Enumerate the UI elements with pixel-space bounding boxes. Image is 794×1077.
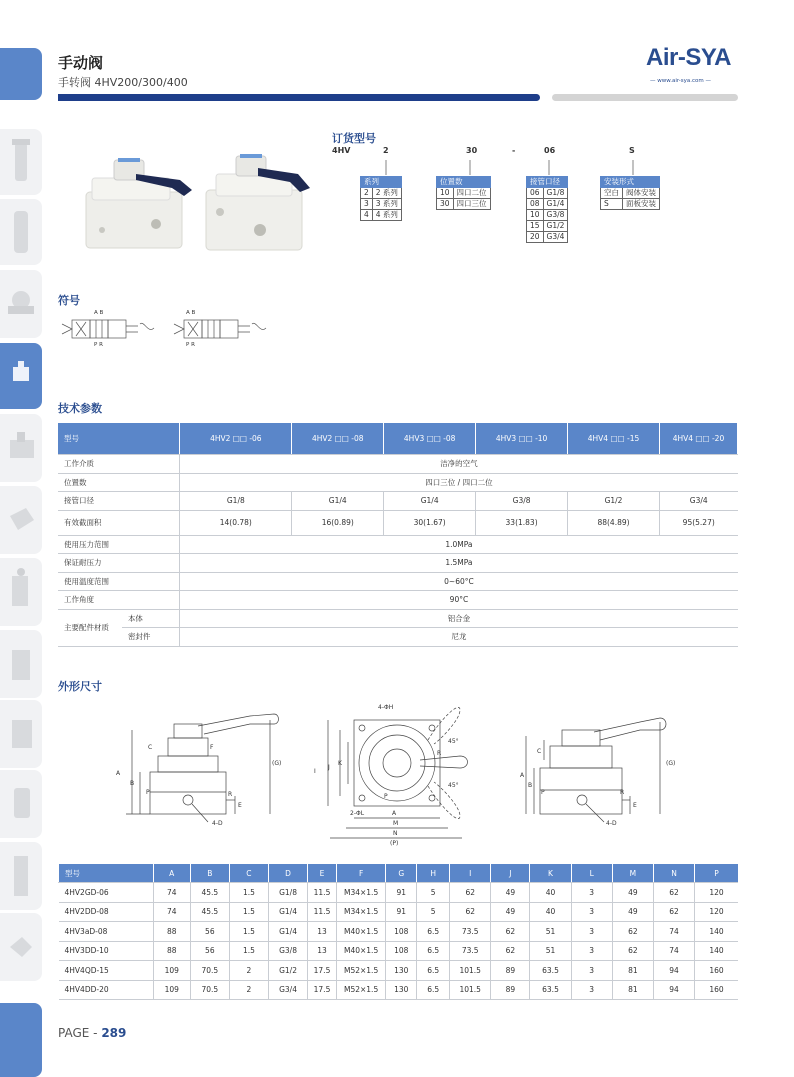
table-cell: 4HV4QD-15 bbox=[59, 961, 154, 981]
tech-value: G3/4 bbox=[659, 492, 737, 511]
table-cell: 88 bbox=[153, 922, 190, 942]
order-series: 2 bbox=[383, 146, 389, 155]
table-cell: 62 bbox=[653, 883, 694, 903]
cell: 30 bbox=[437, 199, 454, 210]
cell: 15 bbox=[527, 221, 544, 232]
cell: 4 系列 bbox=[372, 210, 401, 221]
table-cell: 3 bbox=[571, 883, 612, 903]
table-cell: 40 bbox=[530, 902, 571, 922]
dim-label-f: F bbox=[210, 744, 214, 751]
tech-value: G1/4 bbox=[384, 492, 476, 511]
sidebar-tab-manual-valve[interactable] bbox=[0, 343, 42, 409]
page-subtitle: 手转阀 4HV200/300/400 bbox=[58, 76, 188, 89]
sidebar-tab-bottom[interactable] bbox=[0, 1003, 42, 1077]
table-row bbox=[59, 902, 739, 922]
table-cell: 45.5 bbox=[190, 883, 229, 903]
table-cell: 63.5 bbox=[530, 961, 571, 981]
tech-value: 0~60°C bbox=[180, 572, 738, 591]
port-table-header: 接管口径 bbox=[527, 177, 568, 188]
dim-label-l: 2-ΦL bbox=[350, 810, 365, 817]
tech-header: 4HV2 □□ -08 bbox=[292, 423, 384, 455]
table-cell: 108 bbox=[386, 941, 417, 961]
position-table bbox=[436, 176, 491, 210]
brand-logo: Air-SYA bbox=[646, 44, 731, 71]
dim-label-d: 4-D bbox=[212, 820, 223, 827]
table-cell: M40×1.5 bbox=[336, 922, 385, 942]
table-cell: 94 bbox=[653, 961, 694, 981]
table-cell: G1/2 bbox=[268, 961, 307, 981]
dim-top-port-p: P bbox=[384, 793, 388, 800]
table-cell: 51 bbox=[530, 941, 571, 961]
cell: 阀体安装 bbox=[623, 188, 660, 199]
table-cell: 62 bbox=[450, 902, 491, 922]
sidebar-tab-cylinder[interactable] bbox=[0, 414, 42, 482]
cell: S bbox=[601, 199, 623, 210]
dim-label-c: C bbox=[148, 744, 153, 751]
dim-label-m: M bbox=[393, 820, 399, 827]
tech-header: 4HV4 □□ -20 bbox=[659, 423, 737, 455]
dim-top-port-r: R bbox=[437, 750, 442, 757]
table-cell: 74 bbox=[653, 941, 694, 961]
table-cell: 6.5 bbox=[417, 941, 450, 961]
table-cell: 63.5 bbox=[530, 980, 571, 1000]
order-connectors bbox=[330, 158, 650, 176]
table-cell: 101.5 bbox=[450, 980, 491, 1000]
table-cell: 108 bbox=[386, 922, 417, 942]
table-cell: 89 bbox=[491, 961, 530, 981]
dim-label-n: N bbox=[393, 830, 398, 837]
table-cell: 51 bbox=[530, 922, 571, 942]
table-cell: 2 bbox=[229, 961, 268, 981]
table-cell: 49 bbox=[612, 902, 653, 922]
table-cell: 49 bbox=[491, 902, 530, 922]
cell: 08 bbox=[527, 199, 544, 210]
cell: G1/4 bbox=[543, 199, 568, 210]
table-cell: 62 bbox=[612, 922, 653, 942]
table-cell: 3 bbox=[571, 922, 612, 942]
dim-side-port-r: R bbox=[620, 789, 625, 796]
table-cell: 62 bbox=[653, 902, 694, 922]
table-cell: 62 bbox=[612, 941, 653, 961]
mount-table-header: 安装形式 bbox=[601, 177, 660, 188]
symbol-label-pr-2: P R bbox=[186, 342, 195, 348]
tech-value: 尼龙 bbox=[180, 628, 738, 647]
table-cell: G1/4 bbox=[268, 902, 307, 922]
tech-label: 保证耐压力 bbox=[58, 554, 180, 573]
valve-symbol-diagram bbox=[58, 308, 268, 354]
table-cell: 40 bbox=[530, 883, 571, 903]
table-cell: 56 bbox=[190, 922, 229, 942]
table-cell: G1/4 bbox=[268, 922, 307, 942]
table-cell: 17.5 bbox=[308, 980, 337, 1000]
table-header-cell: M bbox=[612, 864, 653, 883]
table-cell: 6.5 bbox=[417, 961, 450, 981]
tech-value: 88(4.89) bbox=[568, 510, 660, 535]
dim-side-label-a: A bbox=[520, 772, 525, 779]
table-cell: 13 bbox=[308, 922, 337, 942]
cell: 4 bbox=[361, 210, 373, 221]
symbol-label-pr-1: P R bbox=[94, 342, 103, 348]
dimension-drawing-side bbox=[510, 700, 700, 835]
table-cell: 49 bbox=[612, 883, 653, 903]
tech-title: 技术参数 bbox=[58, 402, 102, 415]
table-header-cell: B bbox=[190, 864, 229, 883]
dim-label-deg1: 45° bbox=[448, 738, 459, 745]
table-cell: 88 bbox=[153, 941, 190, 961]
table-cell: 1.5 bbox=[229, 941, 268, 961]
table-cell: G1/8 bbox=[268, 883, 307, 903]
table-row bbox=[59, 961, 739, 981]
table-cell: 4HV3DD-10 bbox=[59, 941, 154, 961]
dimension-drawing-front bbox=[110, 700, 300, 835]
page-title: 手动阀 bbox=[58, 54, 104, 72]
table-cell: M40×1.5 bbox=[336, 941, 385, 961]
dim-side-label-d: 4-D bbox=[606, 820, 617, 827]
table-cell: 94 bbox=[653, 980, 694, 1000]
table-cell: 3 bbox=[571, 902, 612, 922]
cell: 面板安装 bbox=[623, 199, 660, 210]
table-cell: 45.5 bbox=[190, 902, 229, 922]
table-cell: 120 bbox=[695, 883, 738, 903]
sidebar-tab-top[interactable] bbox=[0, 48, 42, 100]
dim-side-port-p: P bbox=[541, 789, 545, 796]
table-cell: G3/8 bbox=[268, 941, 307, 961]
dim-label-g: (G) bbox=[272, 760, 282, 767]
table-cell: 5 bbox=[417, 883, 450, 903]
order-port: 06 bbox=[544, 146, 556, 155]
page-number: 289 bbox=[101, 1026, 127, 1040]
table-cell: 1.5 bbox=[229, 902, 268, 922]
table-cell: 140 bbox=[695, 922, 738, 942]
order-title: 订货型号 bbox=[332, 132, 376, 145]
table-cell: 11.5 bbox=[308, 883, 337, 903]
table-header-cell: G bbox=[386, 864, 417, 883]
table-header-cell: J bbox=[491, 864, 530, 883]
tech-sublabel: 密封件 bbox=[122, 628, 180, 647]
cell: G3/8 bbox=[543, 210, 568, 221]
tech-value: G1/8 bbox=[180, 492, 292, 511]
table-cell: 89 bbox=[491, 980, 530, 1000]
cell: 10 bbox=[527, 210, 544, 221]
symbol-label-ab-2: A B bbox=[186, 310, 196, 316]
tech-sublabel: 本体 bbox=[122, 609, 180, 628]
tech-value: 四口三位 / 四口二位 bbox=[180, 473, 738, 492]
table-cell: 160 bbox=[695, 961, 738, 981]
table-row bbox=[59, 883, 739, 903]
table-cell: 74 bbox=[153, 902, 190, 922]
tech-label: 主要配件材质 bbox=[58, 609, 122, 646]
table-header-cell: F bbox=[336, 864, 385, 883]
table-cell: 109 bbox=[153, 980, 190, 1000]
tech-value: G1/4 bbox=[292, 492, 384, 511]
table-cell: 4HV3aD-08 bbox=[59, 922, 154, 942]
sidebar-tab-solenoid[interactable] bbox=[0, 558, 42, 626]
table-cell: 81 bbox=[612, 961, 653, 981]
tech-value: 33(1.83) bbox=[476, 510, 568, 535]
dimensions-table bbox=[58, 864, 738, 1000]
table-cell: 91 bbox=[386, 902, 417, 922]
table-cell: M34×1.5 bbox=[336, 902, 385, 922]
sidebar-tab-regulator[interactable] bbox=[0, 270, 42, 338]
table-cell: 4HV2DD-08 bbox=[59, 902, 154, 922]
table-cell: 73.5 bbox=[450, 941, 491, 961]
table-header-cell: H bbox=[417, 864, 450, 883]
table-cell: 62 bbox=[450, 883, 491, 903]
tech-value: 95(5.27) bbox=[659, 510, 737, 535]
product-photo bbox=[80, 150, 320, 255]
page-label: PAGE - 289 bbox=[58, 1026, 127, 1040]
cell: 四口三位 bbox=[453, 199, 490, 210]
symbol-title: 符号 bbox=[58, 294, 80, 307]
table-cell: 120 bbox=[695, 902, 738, 922]
table-cell: 130 bbox=[386, 980, 417, 1000]
table-row bbox=[59, 922, 739, 942]
tech-label: 接管口径 bbox=[58, 492, 180, 511]
order-position: 30 bbox=[466, 146, 478, 155]
sidebar-tab-manifold[interactable] bbox=[0, 630, 42, 698]
dim-label-a: A bbox=[116, 770, 121, 777]
dim-port-r: R bbox=[228, 791, 233, 798]
table-cell: 5 bbox=[417, 902, 450, 922]
table-header-cell: K bbox=[530, 864, 571, 883]
table-cell: 13 bbox=[308, 941, 337, 961]
table-cell: 109 bbox=[153, 961, 190, 981]
cell: G3/4 bbox=[543, 232, 568, 243]
sidebar-tab-hose[interactable] bbox=[0, 842, 42, 910]
table-cell: M34×1.5 bbox=[336, 883, 385, 903]
dim-port-a: A bbox=[392, 810, 397, 817]
tech-label: 工作角度 bbox=[58, 591, 180, 610]
tech-value: G1/2 bbox=[568, 492, 660, 511]
table-cell: M52×1.5 bbox=[336, 961, 385, 981]
table-row bbox=[59, 980, 739, 1000]
table-cell: 3 bbox=[571, 941, 612, 961]
brand-website: — www.air-sya.com — bbox=[650, 78, 712, 84]
sidebar-tab-speed[interactable] bbox=[0, 700, 42, 768]
table-cell: 74 bbox=[653, 922, 694, 942]
table-cell: 74 bbox=[153, 883, 190, 903]
table-header-cell: E bbox=[308, 864, 337, 883]
tech-value: 14(0.78) bbox=[180, 510, 292, 535]
table-cell: 6.5 bbox=[417, 922, 450, 942]
tech-value: 1.5MPa bbox=[180, 554, 738, 573]
sidebar-tab-accessory[interactable] bbox=[0, 913, 42, 981]
symbol-label-ab-1: A B bbox=[94, 310, 104, 316]
table-header-cell: A bbox=[153, 864, 190, 883]
table-cell: 17.5 bbox=[308, 961, 337, 981]
table-cell: 101.5 bbox=[450, 961, 491, 981]
table-header-cell: P bbox=[695, 864, 738, 883]
table-header-cell: L bbox=[571, 864, 612, 883]
table-cell: 1.5 bbox=[229, 922, 268, 942]
cell: 2 bbox=[361, 188, 373, 199]
series-table bbox=[360, 176, 402, 221]
tech-label: 使用温度范围 bbox=[58, 572, 180, 591]
port-table bbox=[526, 176, 568, 243]
table-row bbox=[59, 941, 739, 961]
sidebar-tab-filter[interactable] bbox=[0, 129, 42, 195]
table-cell: 1.5 bbox=[229, 883, 268, 903]
table-cell: 81 bbox=[612, 980, 653, 1000]
table-cell: 11.5 bbox=[308, 902, 337, 922]
tech-header: 4HV3 □□ -08 bbox=[384, 423, 476, 455]
table-header-cell: D bbox=[268, 864, 307, 883]
dim-label-b: B bbox=[130, 780, 135, 787]
table-cell: M52×1.5 bbox=[336, 980, 385, 1000]
header-bar-gray bbox=[552, 94, 738, 101]
order-prefix: 4HV bbox=[332, 146, 351, 155]
tech-label: 位置数 bbox=[58, 473, 180, 492]
sidebar-tab-silencer[interactable] bbox=[0, 770, 42, 838]
dim-label-deg2: 45° bbox=[448, 782, 459, 789]
table-cell: 62 bbox=[491, 922, 530, 942]
table-cell: 160 bbox=[695, 980, 738, 1000]
dim-label-j: J bbox=[328, 764, 330, 771]
tech-label: 有效截面积 bbox=[58, 510, 180, 535]
table-cell: 62 bbox=[491, 941, 530, 961]
tech-value: 30(1.67) bbox=[384, 510, 476, 535]
tech-label: 工作介质 bbox=[58, 455, 180, 474]
header-bar bbox=[58, 94, 540, 101]
table-cell: 49 bbox=[491, 883, 530, 903]
table-cell: 6.5 bbox=[417, 980, 450, 1000]
dim-side-label-b: B bbox=[528, 782, 533, 789]
tech-header: 4HV2 □□ -06 bbox=[180, 423, 292, 455]
dim-side-label-c: C bbox=[537, 748, 542, 755]
dim-side-label-e: E bbox=[633, 802, 637, 809]
dim-label-e: E bbox=[238, 802, 242, 809]
tech-value: 1.0MPa bbox=[180, 535, 738, 554]
dimensions-title: 外形尺寸 bbox=[58, 680, 102, 693]
table-cell: 2 bbox=[229, 980, 268, 1000]
table-cell: G3/4 bbox=[268, 980, 307, 1000]
series-table-header: 系列 bbox=[361, 177, 402, 188]
tech-value: G3/8 bbox=[476, 492, 568, 511]
cell: G1/2 bbox=[543, 221, 568, 232]
dim-label-k: K bbox=[338, 760, 342, 767]
table-cell: 140 bbox=[695, 941, 738, 961]
table-cell: 91 bbox=[386, 883, 417, 903]
dimension-drawing-top bbox=[310, 700, 480, 850]
table-cell: 130 bbox=[386, 961, 417, 981]
order-dash: - bbox=[512, 146, 516, 155]
cell: 06 bbox=[527, 188, 544, 199]
tech-value: 16(0.89) bbox=[292, 510, 384, 535]
cell: 3 系列 bbox=[372, 199, 401, 210]
sidebar-tab-fitting[interactable] bbox=[0, 486, 42, 554]
tech-value: 洁净的空气 bbox=[180, 455, 738, 474]
table-cell: 4HV2GD-06 bbox=[59, 883, 154, 903]
mount-table bbox=[600, 176, 660, 210]
cell: 20 bbox=[527, 232, 544, 243]
order-mount: S bbox=[629, 146, 635, 155]
tech-header: 4HV4 □□ -15 bbox=[568, 423, 660, 455]
dim-label-p: (P) bbox=[390, 840, 399, 847]
tech-header: 4HV3 □□ -10 bbox=[476, 423, 568, 455]
table-cell: 56 bbox=[190, 941, 229, 961]
tech-value: 90°C bbox=[180, 591, 738, 610]
position-table-header: 位置数 bbox=[437, 177, 491, 188]
table-cell: 3 bbox=[571, 980, 612, 1000]
table-header-cell: 型号 bbox=[59, 864, 154, 883]
tech-header-model: 型号 bbox=[58, 423, 180, 455]
dimensions-header-row bbox=[59, 864, 739, 883]
table-cell: 70.5 bbox=[190, 961, 229, 981]
table-cell: 4HV4DD-20 bbox=[59, 980, 154, 1000]
cell: 四口二位 bbox=[453, 188, 490, 199]
tech-table bbox=[58, 423, 738, 647]
table-header-cell: N bbox=[653, 864, 694, 883]
table-cell: 3 bbox=[571, 961, 612, 981]
table-cell: 70.5 bbox=[190, 980, 229, 1000]
sidebar-tab-lubricator[interactable] bbox=[0, 199, 42, 265]
dim-label-h: 4-ΦH bbox=[378, 704, 394, 711]
table-header-cell: C bbox=[229, 864, 268, 883]
dim-port-p: P bbox=[146, 789, 150, 796]
cell: 10 bbox=[437, 188, 454, 199]
dim-side-label-g: (G) bbox=[666, 760, 676, 767]
cell: 2 系列 bbox=[372, 188, 401, 199]
tech-value: 铝合金 bbox=[180, 609, 738, 628]
cell: G1/8 bbox=[543, 188, 568, 199]
table-cell: 73.5 bbox=[450, 922, 491, 942]
cell: 空白 bbox=[601, 188, 623, 199]
dim-label-i: I bbox=[314, 768, 316, 775]
cell: 3 bbox=[361, 199, 373, 210]
tech-label: 使用压力范围 bbox=[58, 535, 180, 554]
table-header-cell: I bbox=[450, 864, 491, 883]
